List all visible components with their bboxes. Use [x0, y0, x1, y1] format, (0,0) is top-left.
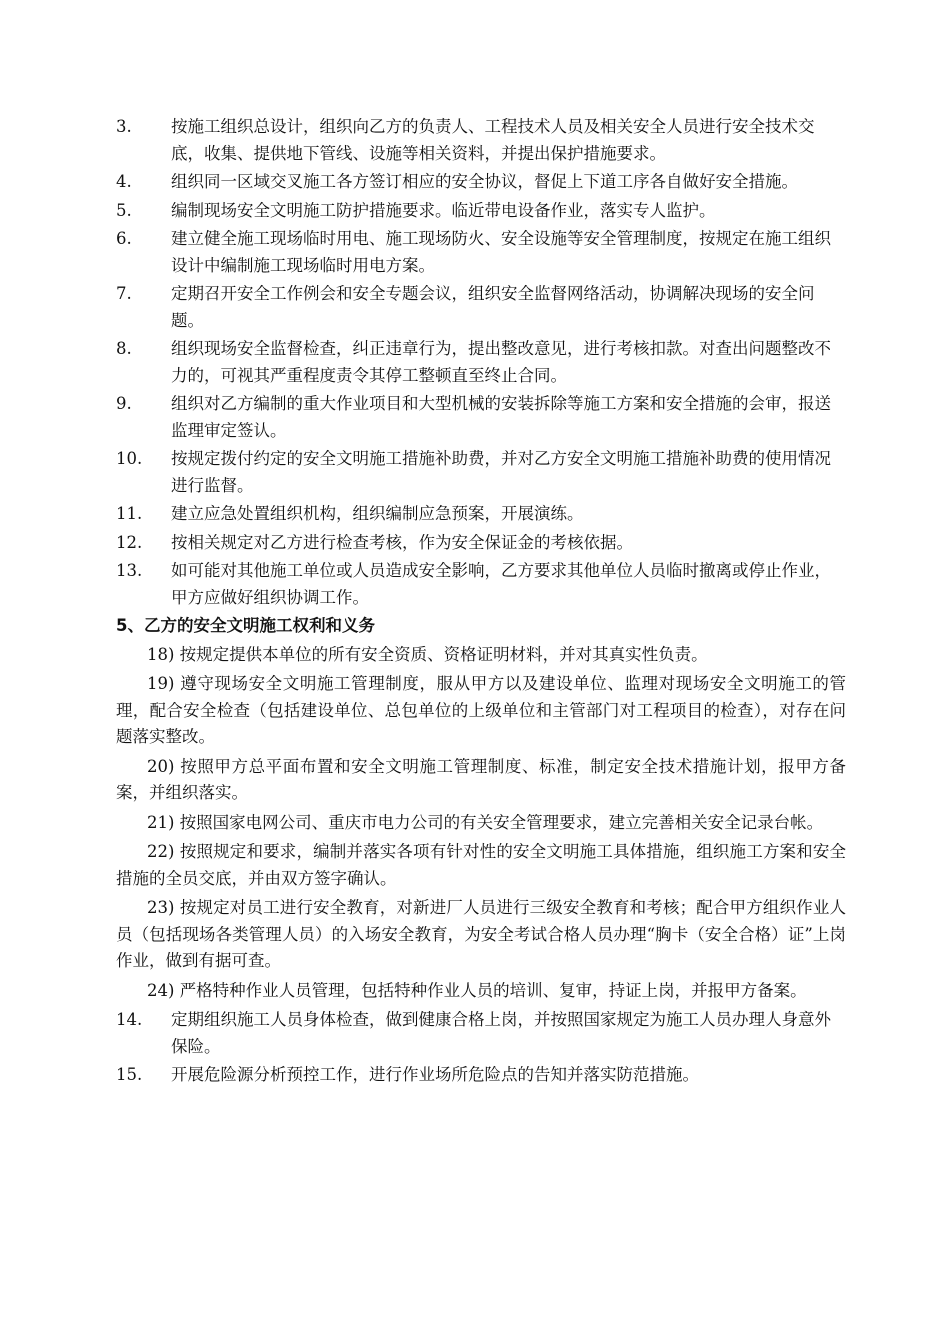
document-page — [116, 114, 846, 1091]
section-heading: 5、乙方的安全文明施工权利和义务 — [116, 616, 375, 635]
list-item — [116, 198, 846, 225]
paragraph: 19) 遵守现场安全文明施工管理制度，服从甲方以及建设单位、监理对现场安全文明施工的管理，配合安全检查（包括建设单位、总包单位的上级单位和主管部门对工程项目的检查），对存在问题落实整改。 — [116, 674, 846, 746]
item-text: 组织同一区域交叉施工各方签订相应的安全协议，督促上下道工序各自做好安全措施。 — [171, 172, 798, 191]
list-item — [116, 391, 846, 444]
list-a — [116, 114, 846, 611]
item-text: 定期组织施工人员身体检查，做到健康合格上岗，并按照国家规定为施工人员办理人身意外保险。 — [171, 1010, 831, 1056]
list-item — [116, 1007, 846, 1060]
item-text: 按规定拨付约定的安全文明施工措施补助费，并对乙方安全文明施工措施补助费的使用情况进行监督。 — [171, 449, 831, 495]
item-text: 组织现场安全监督检查，纠正违章行为，提出整改意见，进行考核扣款。对查出问题整改不力的，可视其严重程度责令其停工整顿直至终止合同。 — [171, 339, 831, 385]
item-number: 6. — [116, 229, 132, 248]
item-text: 组织对乙方编制的重大作业项目和大型机械的安装拆除等施工方案和安全措施的会审，报送监理审定签认。 — [171, 394, 831, 440]
obligation-paragraphs — [116, 642, 846, 1005]
paragraph: 23) 按规定对员工进行安全教育，对新进厂人员进行三级安全教育和考核；配合甲方组织作业人员（包括现场各类管理人员）的入场安全教育，为安全考试合格人员办理“胸卡（安全合格）证”上岗作业，做到有据可查。 — [116, 898, 846, 970]
list-item — [116, 226, 846, 279]
item-number: 14. — [116, 1010, 143, 1029]
item-number: 10. — [116, 449, 143, 468]
list-item — [116, 1062, 846, 1089]
item-number: 8. — [116, 339, 132, 358]
list-item — [116, 446, 846, 499]
item-number: 3. — [116, 117, 132, 136]
item-number: 12. — [116, 532, 143, 552]
paragraph: 22) 按照规定和要求，编制并落实各项有针对性的安全文明施工具体措施，组织施工方案和安全措施的全员交底，并由双方签字确认。 — [116, 842, 846, 888]
list-item — [116, 530, 846, 557]
item-number: 7. — [116, 284, 132, 303]
item-text: 编制现场安全文明施工防护措施要求。临近带电设备作业，落实专人监护。 — [171, 200, 716, 220]
item-number: 15. — [116, 1065, 143, 1084]
item-text: 按相关规定对乙方进行检查考核，作为安全保证金的考核依据。 — [171, 532, 633, 552]
item-text: 建立应急处置组织机构，组织编制应急预案，开展演练。 — [171, 504, 584, 523]
item-number: 11. — [116, 504, 143, 523]
paragraph: 24) 严格特种作业人员管理，包括特种作业人员的培训、复审，持证上岗，并报甲方备案。 — [147, 980, 807, 1000]
list-item — [116, 558, 846, 611]
list-item — [116, 169, 846, 196]
list-item — [116, 336, 846, 389]
item-number: 4. — [116, 172, 132, 191]
item-number: 13. — [116, 561, 143, 580]
item-text: 建立健全施工现场临时用电、施工现场防火、安全设施等安全管理制度，按规定在施工组织设计中编制施工现场临时用电方案。 — [171, 229, 831, 275]
list-item — [116, 501, 846, 528]
paragraph: 20) 按照甲方总平面布置和安全文明施工管理制度、标准，制定安全技术措施计划，报甲方备案，并组织落实。 — [116, 756, 846, 802]
list-item — [116, 114, 846, 167]
paragraph: 18) 按规定提供本单位的所有安全资质、资格证明材料，并对其真实性负责。 — [147, 644, 708, 664]
item-number: 5. — [116, 200, 132, 220]
item-text: 开展危险源分析预控工作，进行作业场所危险点的告知并落实防范措施。 — [171, 1065, 699, 1084]
item-number: 9. — [116, 394, 132, 413]
paragraph: 21) 按照国家电网公司、重庆市电力公司的有关安全管理要求，建立完善相关安全记录台帐。 — [147, 812, 824, 832]
item-text: 按施工组织总设计，组织向乙方的负责人、工程技术人员及相关安全人员进行安全技术交底，收集、提供地下管线、设施等相关资料，并提出保护措施要求。 — [171, 117, 815, 163]
list-b — [116, 1007, 846, 1089]
item-text: 如可能对其他施工单位或人员造成安全影响，乙方要求其他单位人员临时撤离或停止作业，甲方应做好组织协调工作。 — [171, 561, 831, 607]
item-text: 定期召开安全工作例会和安全专题会议，组织安全监督网络活动，协调解决现场的安全问题。 — [171, 284, 815, 330]
list-item — [116, 281, 846, 334]
